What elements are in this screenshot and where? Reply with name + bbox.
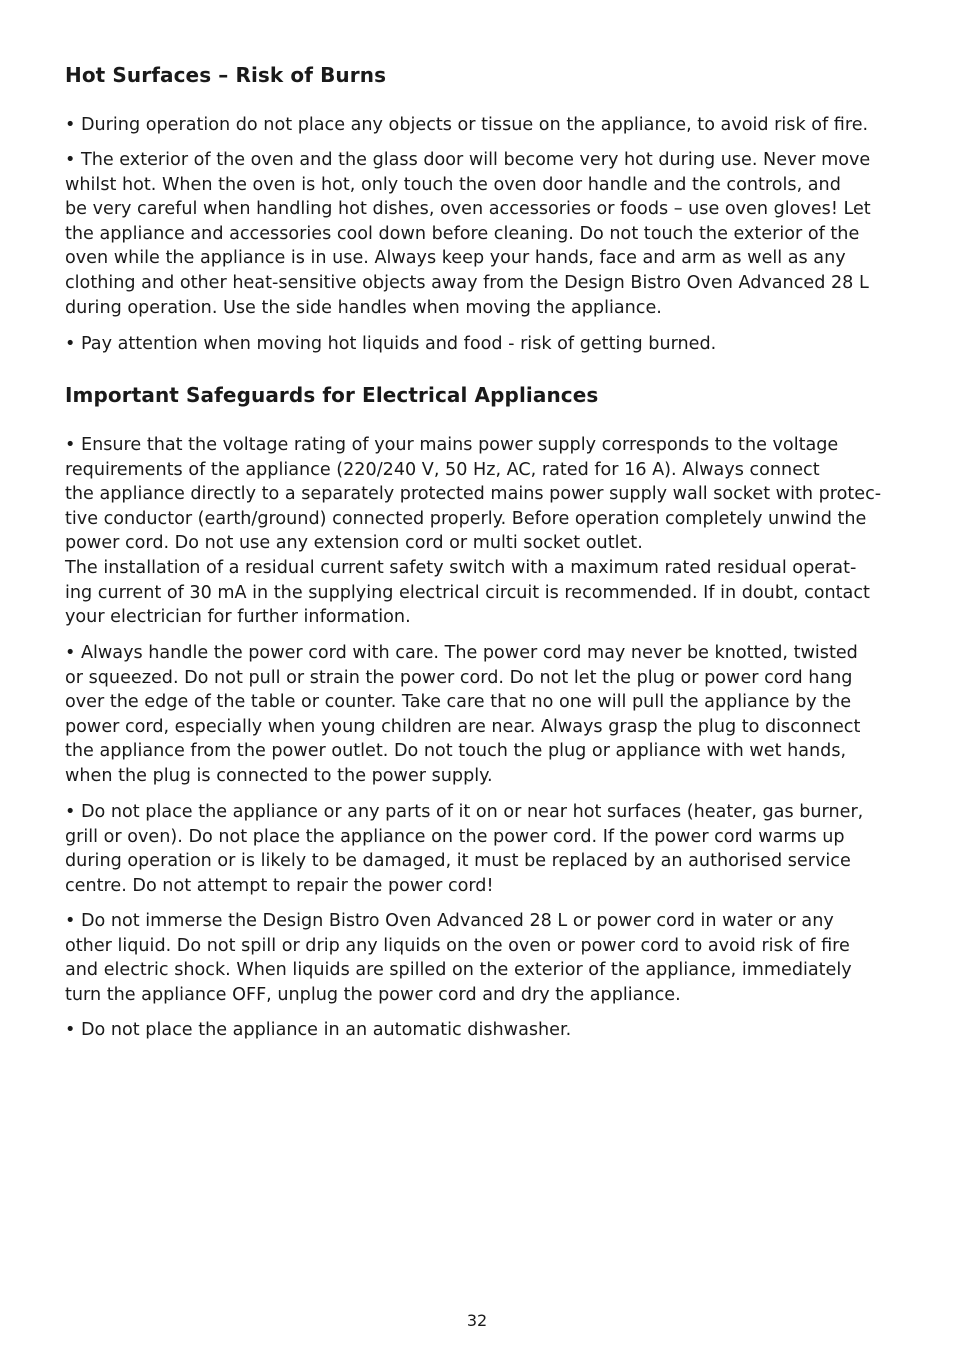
text-line: the appliance directly to a separately protected mains power supply wall socket with protec- [65, 484, 882, 505]
bullet-paragraph [65, 332, 895, 357]
section-heading-electrical-safeguards: Important Safeguards for Electrical Appliances [65, 383, 599, 407]
text-line: during operation. Use the side handles when moving the appliance. [65, 297, 662, 318]
text-line: • Ensure that the voltage rating of your mains power supply corresponds to the voltage [65, 435, 839, 455]
text-line: • The exterior of the oven and the glass door will become very hot during use. Never move [65, 150, 871, 170]
page-number: 32 [466, 1311, 488, 1330]
text-line: • Do not place the appliance in an automatic dishwasher. [65, 1020, 572, 1040]
text-line: the appliance and accessories cool down before cleaning. Do not touch the exterior of the [65, 223, 860, 244]
text-line: ing current of 30 mA in the supplying electrical circuit is recommended. If in doubt, contact [65, 582, 870, 603]
text-line: • Always handle the power cord with care. The power cord may never be knotted, twisted [65, 643, 858, 663]
bullet-paragraph [65, 800, 895, 898]
bullet-paragraph [65, 433, 895, 630]
text-line: The installation of a residual current safety switch with a maximum rated residual operat- [65, 557, 857, 578]
text-line: your electrician for further information. [65, 607, 411, 628]
text-line: oven while the appliance is in use. Always keep your hands, face and arm as well as any [65, 248, 846, 269]
text-line: grill or oven). Do not place the appliance on the power cord. If the power cord warms up [65, 826, 845, 847]
text-line: centre. Do not attempt to repair the power cord! [65, 875, 494, 896]
text-line: other liquid. Do not spill or drip any liquids on the oven or power cord to avoid risk of fire [65, 935, 850, 956]
bullet-paragraph [65, 148, 895, 320]
bullet-paragraph [65, 113, 895, 138]
text-line: • Do not immerse the Design Bistro Oven Advanced 28 L or power cord in water or any [65, 911, 834, 931]
text-line: turn the appliance OFF, unplug the power cord and dry the appliance. [65, 984, 681, 1005]
text-line: power cord. Do not use any extension cord or multi socket outlet. [65, 533, 643, 554]
text-line: during operation or is likely to be damaged, it must be replaced by an authorised service [65, 851, 851, 872]
section-heading-hot-surfaces: Hot Surfaces – Risk of Burns [65, 63, 387, 87]
text-line: • Do not place the appliance or any parts of it on or near hot surfaces (heater, gas burner, [65, 802, 864, 822]
text-line: over the edge of the table or counter. Take care that no one will pull the appliance by the [65, 692, 852, 713]
text-line: or squeezed. Do not pull or strain the power cord. Do not let the plug or power cord hang [65, 667, 853, 688]
bullet-paragraph [65, 1018, 895, 1043]
text-line: power cord, especially when young children are near. Always grasp the plug to disconnect [65, 716, 861, 737]
text-line: clothing and other heat-sensitive objects away from the Design Bistro Oven Advanced 28 L [65, 272, 869, 293]
bullet-paragraph [65, 641, 895, 789]
text-line: tive conductor (earth/ground) connected properly. Before operation completely unwind the [65, 508, 867, 529]
bullet-paragraph [65, 909, 895, 1007]
text-line: and electric shock. When liquids are spilled on the exterior of the appliance, immediately [65, 960, 852, 981]
text-line: • Pay attention when moving hot liquids and food - risk of getting burned. [65, 334, 717, 354]
text-line: when the plug is connected to the power supply. [65, 765, 493, 786]
text-line: whilst hot. When the oven is hot, only touch the oven door handle and the controls, and [65, 174, 841, 195]
text-line: requirements of the appliance (220/240 V, 50 Hz, AC, rated for 16 A). Always connect [65, 459, 820, 480]
text-line: • During operation do not place any objects or tissue on the appliance, to avoid risk of fire. [65, 115, 869, 135]
text-line: be very careful when handling hot dishes, oven accessories or foods – use oven gloves! Let [65, 199, 871, 220]
text-line: the appliance from the power outlet. Do not touch the plug or appliance with wet hands, [65, 741, 847, 762]
